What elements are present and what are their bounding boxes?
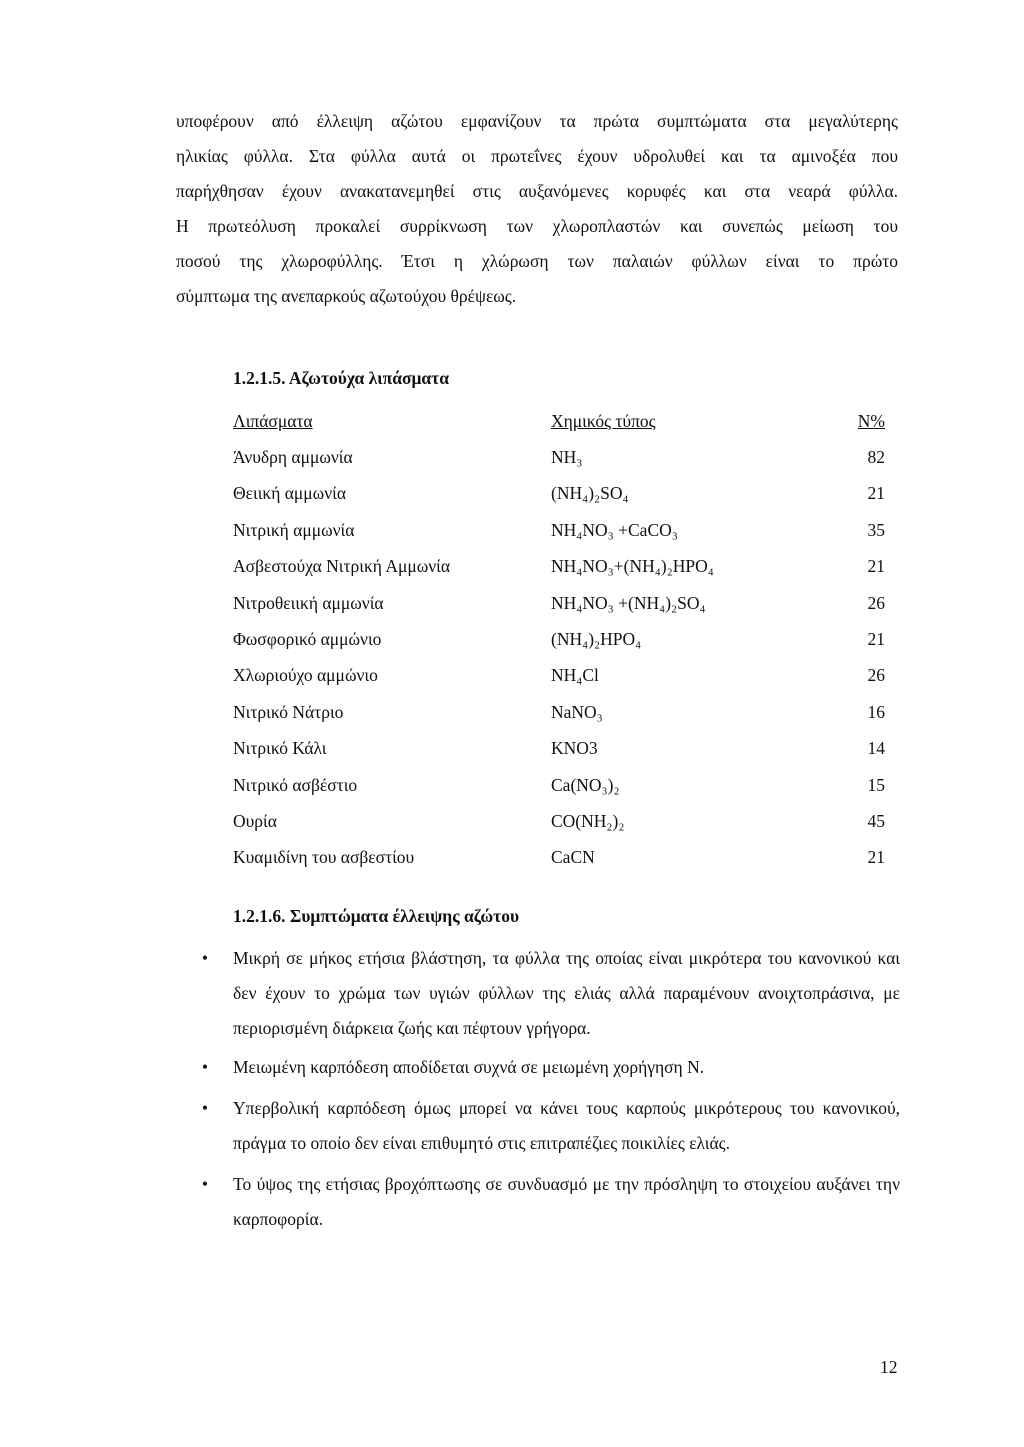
chemical-formula: KNO3 bbox=[551, 738, 598, 759]
table-header-row bbox=[233, 403, 885, 439]
table-row bbox=[233, 767, 885, 803]
table-row bbox=[233, 658, 885, 694]
table-row bbox=[233, 476, 885, 512]
table-row bbox=[233, 621, 885, 657]
bullet-icon: • bbox=[201, 1174, 209, 1194]
chemical-formula: (NH₄)₂HPO₄ bbox=[551, 629, 642, 650]
intro-line: παρήχθησαν έχουν ανακατανεμηθεί στις αυξανόμενες κορυφές και στα νεαρά φύλλα. bbox=[176, 181, 898, 201]
chemical-formula: NH₄NO₃ +(NH₄)₂SO₄ bbox=[551, 592, 706, 613]
fertilizer-name: Νιτρική αμμωνία bbox=[233, 519, 355, 540]
intro-line: Η πρωτεόλυση προκαλεί συρρίκνωση των χλωροπλαστών και συνεπώς μείωση του bbox=[176, 216, 898, 236]
nitrogen-percent: 21 bbox=[867, 556, 885, 577]
fertilizer-name: Άνυδρη αμμωνία bbox=[233, 447, 353, 468]
table-row bbox=[233, 694, 885, 730]
column-header-nitrogen: N% bbox=[857, 410, 885, 431]
chemical-formula: NH₃ bbox=[551, 447, 583, 468]
list-item bbox=[200, 1050, 900, 1085]
column-header-formula: Χημικός τύπος bbox=[551, 410, 656, 431]
table-row bbox=[233, 512, 885, 548]
chemical-formula: CaCN bbox=[551, 847, 595, 868]
fertilizer-name: Ασβεστούχα Νιτρική Αμμωνία bbox=[233, 556, 451, 577]
bullet-icon: • bbox=[201, 948, 209, 968]
bullet-icon: • bbox=[201, 1057, 209, 1077]
intro-paragraph bbox=[176, 104, 898, 314]
fertilizer-name: Χλωριούχο αμμώνιο bbox=[233, 665, 378, 686]
nitrogen-percent: 26 bbox=[867, 592, 885, 613]
chemical-formula: NH₄Cl bbox=[551, 665, 599, 686]
chemical-formula: Ca(NO₃)₂ bbox=[551, 774, 620, 795]
table-row bbox=[233, 585, 885, 621]
nitrogen-percent: 45 bbox=[867, 810, 885, 831]
table-row bbox=[233, 840, 885, 876]
nitrogen-percent: 26 bbox=[867, 665, 885, 686]
fertilizer-name: Νιτροθειική αμμωνία bbox=[233, 592, 384, 613]
chemical-formula: NaNO₃ bbox=[551, 701, 603, 722]
list-item-text: Υπερβολική καρπόδεση όμως μπορεί να κάνει τους καρπούς μικρότερους του κανονικού, πράγμα το οποίο δεν είναι επιθυμητό στις επιτραπέζιες ποικιλίες ελιάς. bbox=[233, 1098, 900, 1153]
fertilizer-name: Κυαμιδίνη του ασβεστίου bbox=[233, 847, 415, 868]
nitrogen-percent: 15 bbox=[867, 774, 885, 795]
nitrogen-percent: 14 bbox=[867, 738, 885, 759]
nitrogen-percent: 21 bbox=[867, 847, 885, 868]
fertilizers-table bbox=[233, 403, 885, 876]
fertilizers-heading: 1.2.1.5. Αζωτούχα λιπάσματα bbox=[233, 368, 450, 388]
chemical-formula: (NH₄)₂SO₄ bbox=[551, 483, 629, 504]
column-header-fertilizer: Λιπάσματα bbox=[233, 410, 313, 431]
chemical-formula: NH₄NO₃ +CaCO₃ bbox=[551, 519, 678, 540]
symptoms-heading: 1.2.1.6. Συμπτώματα έλλειψης αζώτου bbox=[233, 906, 520, 926]
chemical-formula: NH₄NO₃+(NH₄)₂HPO₄ bbox=[551, 556, 714, 577]
fertilizer-name: Θειική αμμωνία bbox=[233, 483, 346, 504]
list-item bbox=[200, 1167, 900, 1237]
nitrogen-percent: 35 bbox=[867, 519, 885, 540]
bullet-icon: • bbox=[201, 1098, 209, 1118]
list-item-text: Μειωμένη καρπόδεση αποδίδεται συχνά σε μειωμένη χορήγηση Ν. bbox=[233, 1057, 705, 1077]
list-item bbox=[200, 941, 900, 1046]
intro-line: ποσού της χλωροφύλλης. Έτσι η χλώρωση των παλαιών φύλλων είναι το πρώτο bbox=[176, 251, 898, 271]
nitrogen-percent: 16 bbox=[867, 701, 885, 722]
nitrogen-percent: 82 bbox=[867, 447, 885, 468]
nitrogen-percent: 21 bbox=[867, 629, 885, 650]
symptoms-list bbox=[200, 941, 900, 1237]
list-item-text: Μικρή σε μήκος ετήσια βλάστηση, τα φύλλα της οποίας είναι μικρότερα του κανονικού και δεν έχουν το χρώμα των υγιών φύλλων της ελιάς αλλά παραμένουν ανοιχτοπράσινα, με περιορισμένη διάρκεια ζωής και πέφτουν γρήγορα. bbox=[233, 948, 900, 1038]
nitrogen-percent: 21 bbox=[867, 483, 885, 504]
fertilizer-name: Ουρία bbox=[233, 810, 277, 831]
fertilizer-name: Φωσφορικό αμμώνιο bbox=[233, 629, 382, 650]
fertilizer-name: Νιτρικό ασβέστιο bbox=[233, 774, 358, 795]
fertilizer-name: Νιτρικό Νάτριο bbox=[233, 701, 344, 722]
table-row bbox=[233, 803, 885, 839]
intro-line: ηλικίας φύλλα. Στα φύλλα αυτά οι πρωτεΐνες έχουν υδρολυθεί και τα αμινοξέα που bbox=[176, 146, 898, 166]
page-number: 12 bbox=[880, 1357, 898, 1377]
table-row bbox=[233, 549, 885, 585]
list-item-text: Το ύψος της ετήσιας βροχόπτωσης σε συνδυασμό με την πρόσληψη το στοιχείου αυξάνει την καρποφορία. bbox=[233, 1174, 900, 1229]
intro-line: υποφέρουν από έλλειψη αζώτου εμφανίζουν τα πρώτα συμπτώματα στα μεγαλύτερης bbox=[176, 111, 898, 131]
fertilizer-name: Νιτρικό Κάλι bbox=[233, 738, 327, 759]
intro-line: σύμπτωμα της ανεπαρκούς αζωτούχου θρέψεως. bbox=[176, 286, 517, 306]
chemical-formula: CO(NH₂)₂ bbox=[551, 810, 625, 831]
table-row bbox=[233, 439, 885, 475]
table-row bbox=[233, 731, 885, 767]
list-item bbox=[200, 1091, 900, 1161]
